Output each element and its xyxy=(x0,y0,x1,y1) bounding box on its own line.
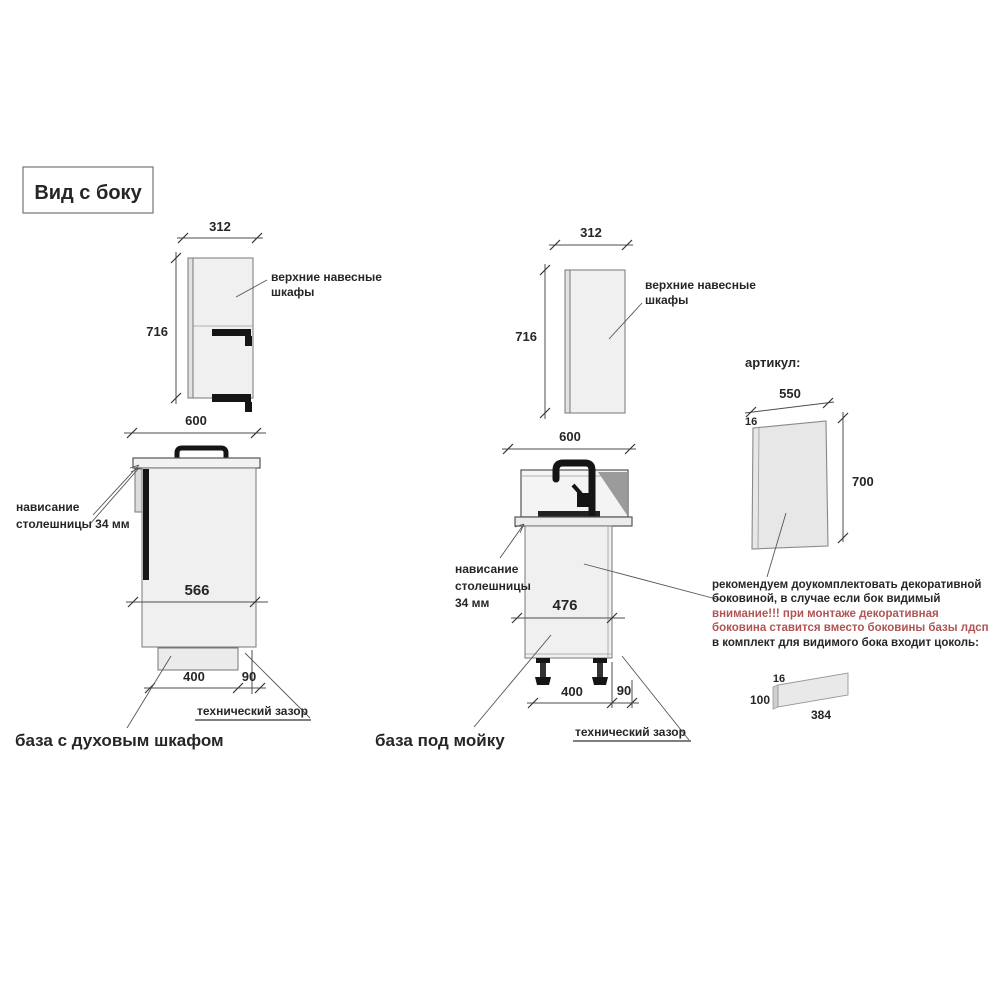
dim-label-panel-width: 550 xyxy=(779,386,801,401)
dim-label-width: 312 xyxy=(580,225,602,240)
note-line: рекомендуем доукомплектовать декоративной xyxy=(712,579,982,591)
handle-profile xyxy=(212,394,251,402)
overhang-label: нависание xyxy=(16,500,80,514)
leg-stem xyxy=(540,663,546,677)
dim-label-height: 716 xyxy=(146,324,168,339)
cabinet-body xyxy=(142,468,256,647)
leg-top xyxy=(536,658,550,663)
cabinet-back-panel xyxy=(188,258,193,398)
tech-gap-label: технический зазор xyxy=(197,704,308,718)
dim-label-width: 312 xyxy=(209,219,231,234)
page-title: Вид с боку xyxy=(34,182,142,204)
leg-foot xyxy=(535,677,551,685)
plinth-piece xyxy=(778,673,848,707)
overhang-label: нависание xyxy=(455,562,519,576)
left-wall-cabinet xyxy=(146,219,382,412)
leg-stem xyxy=(597,663,603,677)
dim-label-plinth-length: 384 xyxy=(810,708,832,722)
dim-label-plinth: 400 xyxy=(561,684,583,699)
cabinet-back-panel xyxy=(565,270,570,413)
dim-label-plinth-thickness: 16 xyxy=(772,673,786,685)
adjustable-leg xyxy=(592,658,608,685)
cabinet-body xyxy=(525,526,612,658)
dim-label-front: 476 xyxy=(552,597,578,614)
leg-top xyxy=(593,658,607,663)
dim-label-plinth: 400 xyxy=(183,669,205,684)
note-line: в комплект для видимого бока входит цоколь: xyxy=(712,637,979,649)
middle-wall-cabinet xyxy=(515,225,756,419)
countertop xyxy=(133,458,260,468)
adjustable-leg xyxy=(535,658,551,685)
caption-oven-base: база с духовым шкафом xyxy=(15,731,224,750)
title-box xyxy=(23,167,153,213)
warning-line: боковина ставится вместо боковины базы лдсп xyxy=(712,622,989,634)
cabinet-body xyxy=(565,270,625,413)
dim-label-panel-height: 700 xyxy=(852,474,874,489)
handle-profile xyxy=(245,336,252,346)
plinth xyxy=(158,648,238,670)
dim-label-panel-thickness: 16 xyxy=(745,416,758,428)
caption-leader xyxy=(127,656,171,728)
tech-gap-label: технический зазор xyxy=(575,725,686,739)
middle-base-cabinet xyxy=(375,429,720,750)
dim-label-width: 600 xyxy=(559,429,581,444)
cabinet-body xyxy=(188,258,253,398)
dim-label-height: 716 xyxy=(515,329,537,344)
countertop xyxy=(515,517,632,526)
overhang-arrow xyxy=(500,524,524,558)
dim-label-gap: 90 xyxy=(241,669,257,684)
article-heading: артикул: xyxy=(745,355,801,370)
left-base-cabinet xyxy=(15,413,311,750)
dim-label-plinth-height: 100 xyxy=(749,693,770,707)
overhang-label: столешницы 34 мм xyxy=(16,517,130,531)
leg-foot xyxy=(592,677,608,685)
wall-cabinet-label: верхние навесные xyxy=(271,270,382,284)
overhang-arrows xyxy=(90,465,139,524)
dim-line-550 xyxy=(745,402,834,413)
right-decor-panel xyxy=(712,355,989,722)
countertop-overhang-tab xyxy=(135,469,142,512)
wall-cabinet-label: шкафы xyxy=(271,285,315,299)
handle-profile xyxy=(212,329,251,336)
warning-line: внимание!!! при монтаже декоративная xyxy=(712,608,939,620)
dim-label-gap: 90 xyxy=(616,683,632,698)
dim-label-front: 566 xyxy=(184,582,210,599)
plinth-piece-edge xyxy=(773,685,778,709)
wall-cabinet-label: шкафы xyxy=(645,293,689,307)
wall-cabinet-label: верхние навесные xyxy=(645,278,756,292)
caption-sink-base: база под мойку xyxy=(375,731,505,750)
dim-label-width: 600 xyxy=(185,413,207,428)
decor-side-panel xyxy=(752,421,828,549)
note-line: боковиной, в случае если бок видимый xyxy=(712,593,941,605)
handle-profile xyxy=(245,402,252,412)
overhang-label: столешницы xyxy=(455,579,531,593)
oven-door-edge xyxy=(143,469,149,580)
faucet-mixer-body xyxy=(577,493,590,507)
overhang-label: 34 мм xyxy=(455,596,490,610)
